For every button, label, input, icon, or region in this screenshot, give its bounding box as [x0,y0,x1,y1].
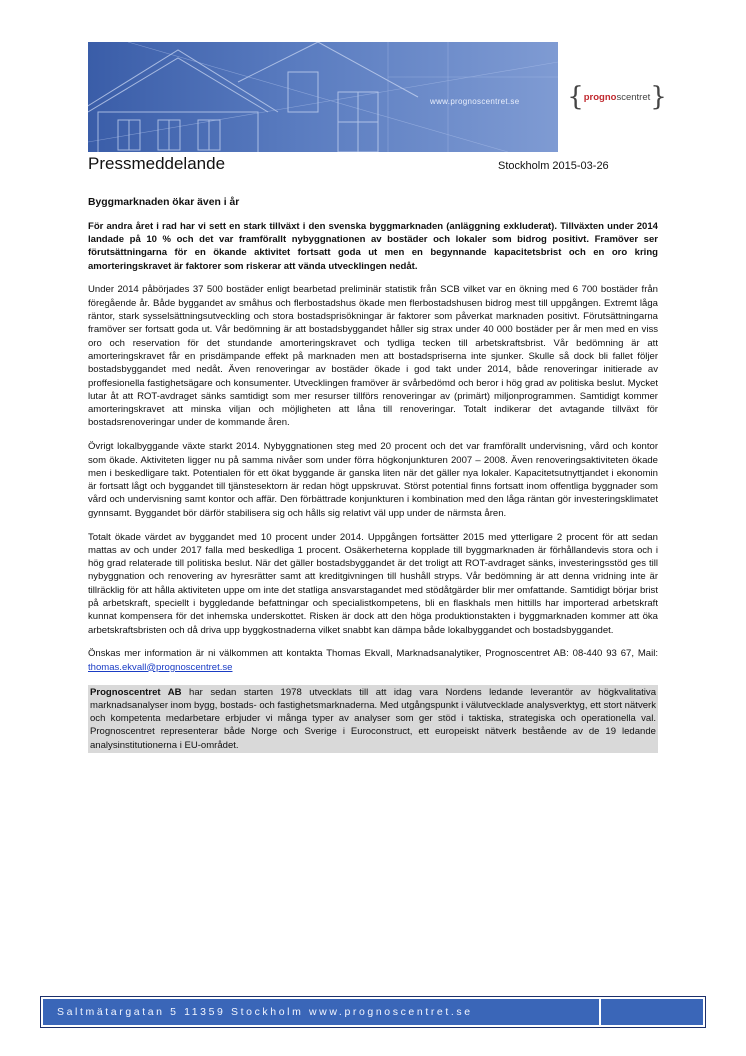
prognoscentret-logo [564,82,670,112]
logo-brace-left: { [567,82,584,112]
logo-brace-right: } [650,82,667,112]
lead-paragraph: För andra året i rad har vi sett en stark tillväxt i den svenska byggmarknaden (anläggning exkluderat). Tillväxten under 2014 landade på 10 % och det var framförallt nybyggnationen av bostäder och lokaler som bidrog positivt. Framöver ser förutsättningarna för en ökande aktivitet fortsatt goda ut men en begynnande kapacitetsbrist och en oro kring amorteringskravet är faktorer som riskerar att vända utvecklingen nedåt. [88,220,658,272]
about-company-box [88,685,658,753]
press-release-body [88,196,658,763]
article-title: Byggmarknaden ökar även i år [88,197,240,208]
body-paragraph-total: Totalt ökade värdet av byggandet med 10 procent under 2014. Uppgången fortsätter 2015 med ytterligare 2 procent för att sedan mattas av och under 2017 falla med beskedliga 1 procent. Osäkerheterna kopplade till byggmarknaden är förhållandevis stora och i hög grad relaterade till politiska beslut. När det gäller bostadsbyggandet är det troligt att ROT-avdraget sänks, investeringsstöd ges till nybyggnation och renovering av hyresrätter samt att kreditgivningen till hushåll stryps. Vår bedömning är att denna vridning inte är tillräcklig för att hålla aktiviteten uppe om inte det statliga ansvarstagandet med stödåtgärder blir mer omfattande. Samtidigt börjar brist på arbetskraft, speciellt i byggledande befattningar och specialistkompetens, bli en flaskhals men hittills har importerad arbetskraft kunnat kompensera för det inhemska underskottet. Risken är dock att den höga produktionstakten i byggmarknaden kommer att öka arbetskraftsbristen och då driva upp byggkostnaderna vilket snabbt kan dämpa både lokalbyggandet och bostadsbyggandet. [88,531,658,636]
body-paragraph-commercial: Övrigt lokalbyggande växte starkt 2014. Nybyggnationen steg med 20 procent och det var framförallt undervisning, vård och kontor som ökade. Aktiviteten ligger nu på samma nivåer som under förra högkonjunkturen 2007 – 2008. Även renoveringsaktiviteten ökade men i beskedligare takt. Potentialen för ett ökat byggande är ganska liten när det gäller nya lokaler. Kapacitetsutnyttjandet i ekonomin är fortsatt lågt och byggandet till tjänstesektorn är redan högt uppskruvat. Störst potential finns fortsatt inom offentliga byggnader som vård och undervisning samt kontor och affär. Den förbättrade konjunkturen i kombination med den låga räntan gör investeringsklimatet gynnsamt. Byggandet bör därför stabilisera sig och hålls sig relativt väl upp under de närmsta åren. [88,441,658,519]
document-type-heading: Pressmeddelande [88,154,226,173]
dateline: Stockholm 2015-03-26 [498,160,609,172]
footer-address: Saltmätargatan 5 11359 Stockholm www.prognoscentret.se [43,999,601,1025]
banner-website-url: www.prognoscentret.se [430,97,520,106]
about-company-name: Prognoscentret AB [90,686,182,698]
logo-text-part1: progno [583,91,617,103]
footer-end-block [601,999,703,1025]
footer-inner [43,999,703,1025]
header-banner [88,42,672,152]
logo-text-part2: scentret [616,91,651,103]
about-company-text: har sedan starten 1978 utvecklats till att idag vara Nordens ledande leverantör av högkvalitativa marknadsanalyser inom bygg, bostads- och fastighetsmarknaderna. Med utgångspunkt i välutvecklade analysverktyg, ett stort nätverk och kompetenta medarbetare erbjuder vi många typer av analyser som ger stöd i taktiska, strategiska och operationella val. Prognoscentret representerar både Norge och Sverige i Euroconstruct, ett europeiskt nätverk bestående av de 19 ledande analysinstitutionerna i EU-området. [90,686,656,751]
body-paragraph-housing: Under 2014 påbörjades 37 500 bostäder enligt bearbetad preliminär statistik från SCB vilket var en ökning med 6 700 bostäder från föregående år. Både byggandet av småhus och flerbostadshus ökade men flerbostadshusen bidrog mest till uppgången. Extremt låga räntor, stark sysselsättningsutveckling och stora bostadsprisökningar är faktorer som påverkat marknaden positivt. Förutsättningarna framöver ser fortsatt goda ut. Vår bedömning är att bostadsbyggandet håller sig strax under 40 000 bostäder per år men med en viss oro och reservation för det stundande amorteringskravet och tydliga tecken till arbetskraftsbrist. Vår bedömning är att amorteringskravet får en prisdämpande effekt på marknaden men att bostadspriserna inte sjunker. Skulle så dock bli fallet följer bostadsbyggandet med nedåt. Även renoveringar av bostäder ökade i god takt under 2014, både renoveringar initierade av proffesionella fastighetsägare och konsumenter. Utvecklingen framöver är svårbedömd och beror i hög grad av politiska beslut. Mycket lutar åt att ROT-avdraget sänks samtidigt som mer resurser tillförs renoveringar av (primärt) miljonprogrammen. Samtidigt kommer amorteringskravet att minska viljan och möjligheten att låna till renoveringar. Totalt indikerar det avtagande tillväxt för bostadsrenoveringar under de kommande åren. [88,284,658,429]
contact-email-link[interactable]: thomas.ekvall@prognoscentret.se [88,661,233,673]
footer-bar [40,996,706,1028]
contact-paragraph [88,647,658,674]
contact-text: Önskas mer information är ni välkommen att kontakta Thomas Ekvall, Marknadsanalytiker, Prognoscentret AB: 08-440 93 67, Mail: [88,648,658,660]
